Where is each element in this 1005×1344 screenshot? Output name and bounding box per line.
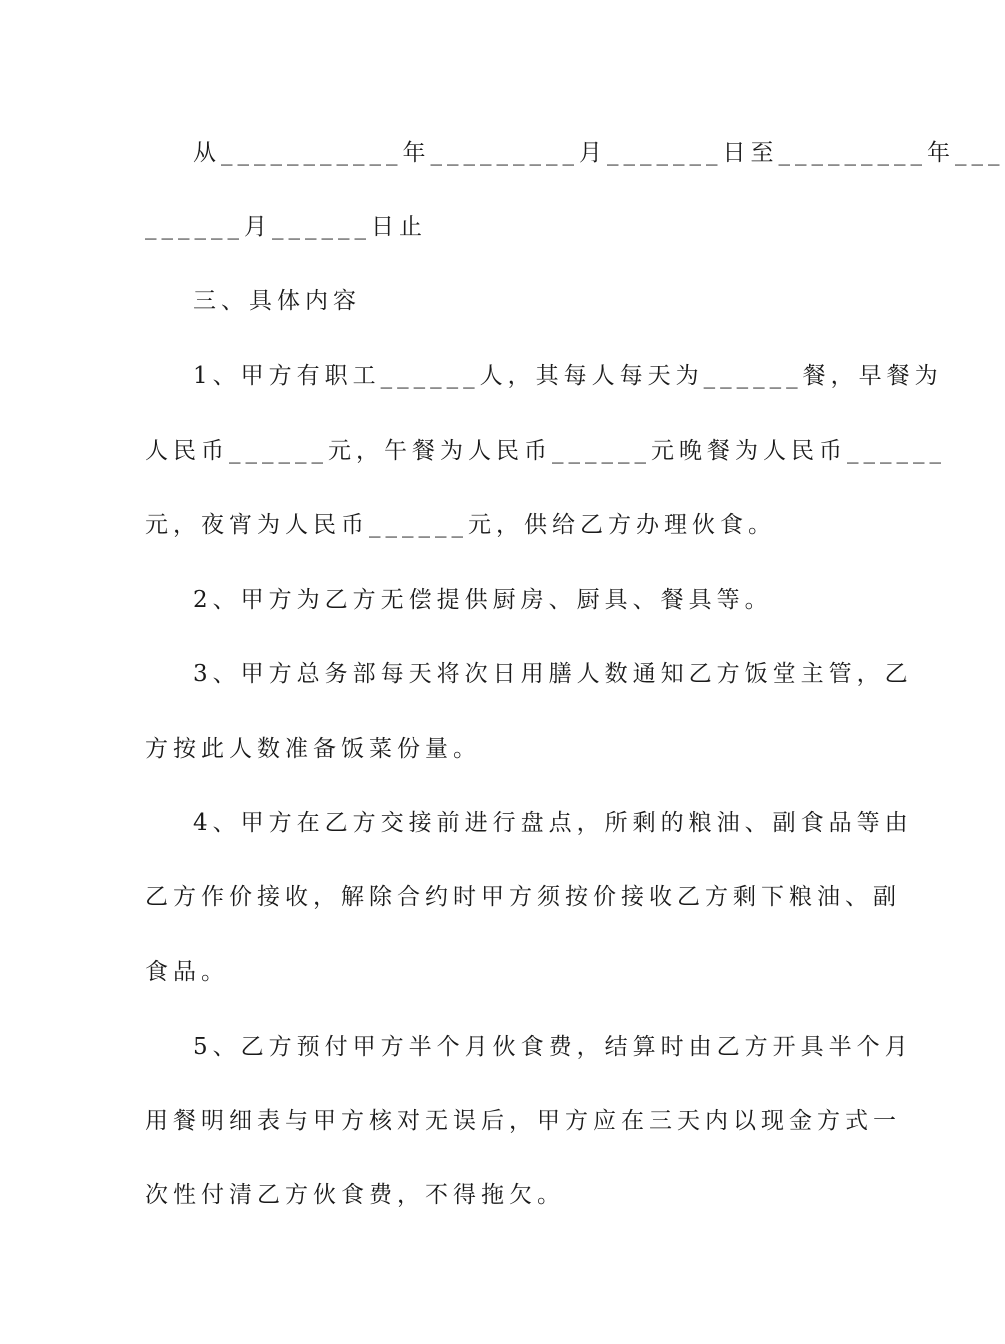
section-heading: 三、具体内容 (193, 288, 361, 314)
clause-5-line-2: 用餐明细表与甲方核对无误后，甲方应在三天内以现金方式一 (145, 1108, 901, 1134)
clause-1-line-3: 元，夜宵为人民币______元，供给乙方办理伙食。 (145, 512, 776, 538)
clause-3-line-1: 3、甲方总务部每天将次日用膳人数通知乙方饭堂主管，乙 (193, 661, 913, 687)
clause-4-line-2: 乙方作价接收，解除合约时甲方须按价接收乙方剩下粮油、副 (145, 884, 901, 910)
clause-1-line-2: 人民币______元，午餐为人民币______元晚餐为人民币______ (145, 438, 946, 464)
clause-1-line-1: 1、甲方有职工______人，其每人每天为______餐，早餐为 (193, 363, 943, 389)
clause-4-line-1: 4、甲方在乙方交接前进行盘点，所剩的粮油、副食品等由 (193, 810, 913, 836)
clause-2-line-1: 2、甲方为乙方无偿提供厨房、厨具、餐具等。 (193, 587, 773, 613)
clause-5-line-3: 次性付清乙方伙食费，不得拖欠。 (145, 1182, 565, 1208)
period-end-line: ______月______日止 (145, 214, 427, 240)
clause-4-line-3: 食品。 (145, 959, 229, 985)
clause-5-line-1: 5、乙方预付甲方半个月伙食费，结算时由乙方开具半个月 (193, 1034, 913, 1060)
period-start-line: 从___________年_________月_______日至_________年___ (193, 140, 1005, 166)
clause-3-line-2: 方按此人数准备饭菜份量。 (145, 736, 481, 762)
